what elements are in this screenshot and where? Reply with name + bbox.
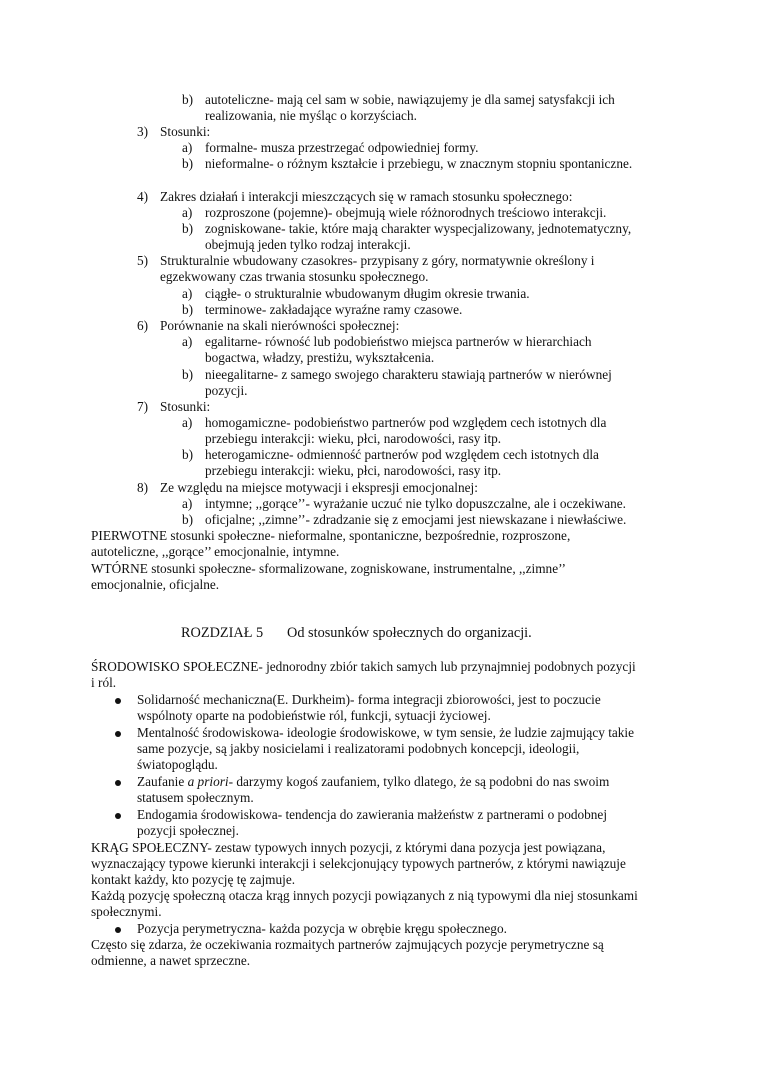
bullet-text: same pozycje, są jakby nosicielami i realizatorami podobnych koncepcji, ideologii, [137,741,580,756]
definition-line: ŚRODOWISKO SPOŁECZNE- jednorodny zbiór takich samych lub przynajmniej podobnych pozycji [91,659,636,674]
bullet-icon [115,698,121,704]
paragraph-line: odmienne, a nawet sprzeczne. [91,953,251,968]
bullet-icon [115,927,121,933]
list-label: b) [182,221,194,236]
list-item-text: oficjalne; ,,zimne’’- zdradzanie się z emocjami jest niewskazane i niewłaściwe. [205,512,627,527]
bullet-text [137,774,609,790]
list-item-title: Zakres działań i interakcji mieszczących się w ramach stosunku społecznego: [160,189,573,204]
bullet-text: pozycji społecznej. [137,823,239,838]
bullet-text: światopoglądu. [137,757,218,772]
bullet-icon [115,731,121,737]
list-label: a) [182,286,193,301]
list-label: b) [182,302,194,317]
list-number: 3) [137,124,149,139]
bullet-text: Solidarność mechaniczna(E. Durkheim)- forma integracji zbiorowości, jest to poczucie [137,692,601,707]
list-item-text: przebiegu interakcji: wieku, płci, narodowości, rasy itp. [205,463,502,478]
list-item-text: rozproszone (pojemne)- obejmują wiele różnorodnych treściowo interakcji. [205,205,607,220]
list-item-title: Strukturalnie wbudowany czasokres- przypisany z góry, normatywnie określony i [160,253,595,268]
definition-line: wyznaczający typowe kierunki interakcji i selekcjonujący typowych partnerów, z którymi nawiązuje [91,856,626,871]
definition-line: społecznymi. [91,904,162,919]
list-label: b) [182,447,194,462]
paragraph-line: emocjonalnie, oficjalne. [91,577,220,592]
bullet-text: Mentalność środowiskowa- ideologie środowiskowe, w tym sensie, że ludzie zajmujący takie [137,725,635,740]
definition-line: KRĄG SPOŁECZNY- zestaw typowych innych pozycji, z którymi dana pozycja jest powiązana, [91,840,606,855]
list-number: 7) [137,399,149,414]
bullet-text: Endogamia środowiskowa- tendencja do zawierania małżeństw z partnerami o podobnej [137,807,608,822]
list-item-text: nieformalne- o różnym kształcie i przebiegu, w znacznym stopniu spontaniczne. [205,156,633,171]
paragraph-line: Często się zdarza, że oczekiwania rozmaitych partnerów zajmujących pozycje perymetryczne są [91,937,604,952]
definition-line: kontakt każdy, kto pozycję tę zajmuje. [91,872,296,887]
list-item-text: formalne- musza przestrzegać odpowiedniej formy. [205,140,479,155]
list-item-text: homogamiczne- podobieństwo partnerów pod względem cech istotnych dla [205,415,607,430]
bullet-text: Pozycja perymetryczna- każda pozycja w obrębie kręgu społecznego. [137,921,507,936]
bullet-icon [115,813,121,819]
chapter-title: Od stosunków społecznych do organizacji. [287,625,532,641]
list-label: b) [182,156,194,171]
bullet-text-part: - darzymy kogoś zaufaniem, tylko dlatego, że są podobni do nas swoim [228,774,610,789]
list-item-text: ciągłe- o strukturalnie wbudowanym długim okresie trwania. [205,286,530,301]
bullet-icon [115,780,121,786]
list-item-title: Stosunki: [160,399,211,414]
list-label: a) [182,334,193,349]
list-item-text: heterogamiczne- odmienność partnerów pod względem cech istotnych dla [205,447,599,462]
list-item-text: autoteliczne- mają cel sam w sobie, nawiązujemy je dla samej satysfakcji ich [205,92,615,107]
paragraph-line: autoteliczne, ,,gorące’’ emocjonalnie, intymne. [91,544,340,559]
chapter-label: ROZDZIAŁ 5 [181,625,264,641]
paragraph-line: WTÓRNE stosunki społeczne- sformalizowane, zogniskowane, instrumentalne, ,,zimne’’ [91,561,566,576]
bullet-text: wspólnoty oparte na podobieństwie ról, funkcji, sytuacji życiowej. [137,708,491,723]
bullet-text: statusem społecznym. [137,790,254,805]
list-label: b) [182,92,194,107]
list-item-text: terminowe- zakładające wyraźne ramy czasowe. [205,302,463,317]
list-label: a) [182,140,193,155]
italic-term: a priori [187,774,229,789]
list-item-text: nieegalitarne- z samego swojego charakteru stawiają partnerów w nierównej [205,367,612,382]
list-item-text: obejmują jeden tylko rodzaj interakcji. [205,237,411,252]
list-item-title: egzekwowany czas trwania stosunku społecznego. [160,269,429,284]
list-item-text: przebiegu interakcji: wieku, płci, narodowości, rasy itp. [205,431,502,446]
list-label: a) [182,496,193,511]
list-item-text: egalitarne- równość lub podobieństwo miejsca partnerów w hierarchiach [205,334,592,349]
list-number: 5) [137,253,149,268]
list-label: b) [182,512,194,527]
definition-line: i ról. [91,675,117,690]
list-number: 6) [137,318,149,333]
definition-line: Każdą pozycję społeczną otacza krąg innych pozycji powiązanych z nią typowymi dla niej stosunkami [91,888,638,903]
list-item-text: realizowania, nie myśląc o korzyściach. [205,108,417,123]
list-number: 4) [137,189,149,204]
paragraph-line: PIERWOTNE stosunki społeczne- nieformalne, spontaniczne, bezpośrednie, rozproszone, [91,528,571,543]
list-item-text: bogactwa, władzy, prestiżu, wykształcenia. [205,350,435,365]
list-item-title: Stosunki: [160,124,211,139]
bullet-text-part: Zaufanie [137,774,188,789]
list-label: a) [182,205,193,220]
list-item-text: zogniskowane- takie, które mają charakter wyspecjalizowany, jednotematyczny, [205,221,632,236]
list-label: a) [182,415,193,430]
list-number: 8) [137,480,149,495]
list-item-text: pozycji. [205,383,248,398]
list-item-title: Porównanie na skali nierówności społecznej: [160,318,400,333]
list-item-text: intymne; ,,gorące’’- wyrażanie uczuć nie tylko dopuszczalne, ale i oczekiwane. [205,496,626,511]
list-label: b) [182,367,194,382]
list-item-title: Ze względu na miejsce motywacji i ekspresji emocjonalnej: [160,480,478,495]
